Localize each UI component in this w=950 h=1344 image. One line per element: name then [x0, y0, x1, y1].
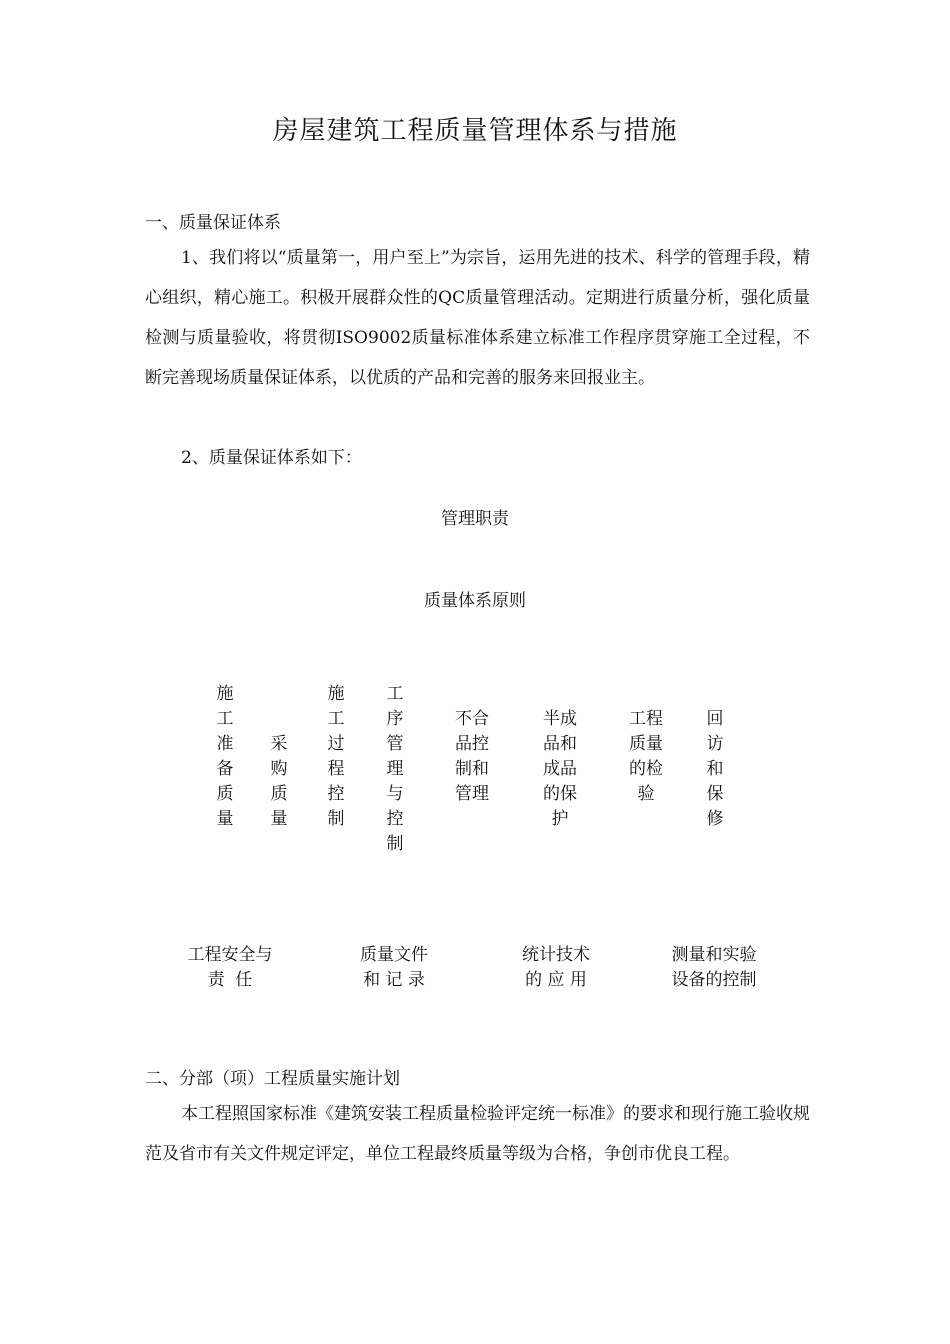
- section1-heading: 一、质量保证体系: [145, 213, 281, 233]
- diagram-quality-principles: 质量体系原则: [424, 591, 526, 611]
- diagram-column-quality-inspection: 工程质量的检验: [629, 709, 663, 804]
- section1-paragraph-1: 1、我们将以“质量第一，用户至上”为宗旨，运用先进的技术、科学的管理手段，精心组织，精心施工。积极开展群众性的QC质量管理活动。定期进行质量分析，强化质量检测与质量验收，将贯彻ISO9002质量标准体系建立标准工作程序贯穿施工全过程，不断完善现场质量保证体系，以优质的产品和完善的服务来回报业主。: [145, 248, 810, 388]
- section2-heading: 二、分部（项）工程质量实施计划: [145, 1069, 400, 1089]
- diagram-column-product-protection: 半成品和成品的保护: [543, 709, 577, 829]
- page-title: 房屋建筑工程质量管理体系与措施: [272, 116, 678, 146]
- diagram-column-process-control: 施工过程控制: [327, 684, 345, 829]
- diagram-column-procurement: 采购质量: [270, 734, 288, 829]
- diagram-bottom-safety: 工程安全与 责 任: [187, 945, 273, 990]
- diagram-bottom-statistics: 统计技术 的 应 用: [522, 945, 590, 990]
- diagram-column-nonconforming-control: 不合品控制和管理: [455, 709, 489, 804]
- section2-paragraph: 本工程照国家标准《建筑安装工程质量检验评定统一标准》的要求和现行施工验收规范及省市有关文件规定评定，单位工程最终质量等级为合格，争创市优良工程。: [145, 1104, 810, 1164]
- diagram-management-responsibility: 管理职责: [441, 509, 509, 529]
- diagram-column-procedure-management: 工序管理与控制: [386, 684, 404, 854]
- diagram-bottom-documents: 质量文件 和 记 录: [360, 945, 428, 990]
- section1-paragraph-2: 2、质量保证体系如下：: [181, 448, 362, 468]
- diagram-bottom-measurement: 测量和实验 设备的控制: [671, 945, 757, 990]
- diagram-column-return-visit: 回访和保修: [706, 709, 724, 829]
- diagram-column-construction-prep: 施工准备质量: [216, 684, 234, 829]
